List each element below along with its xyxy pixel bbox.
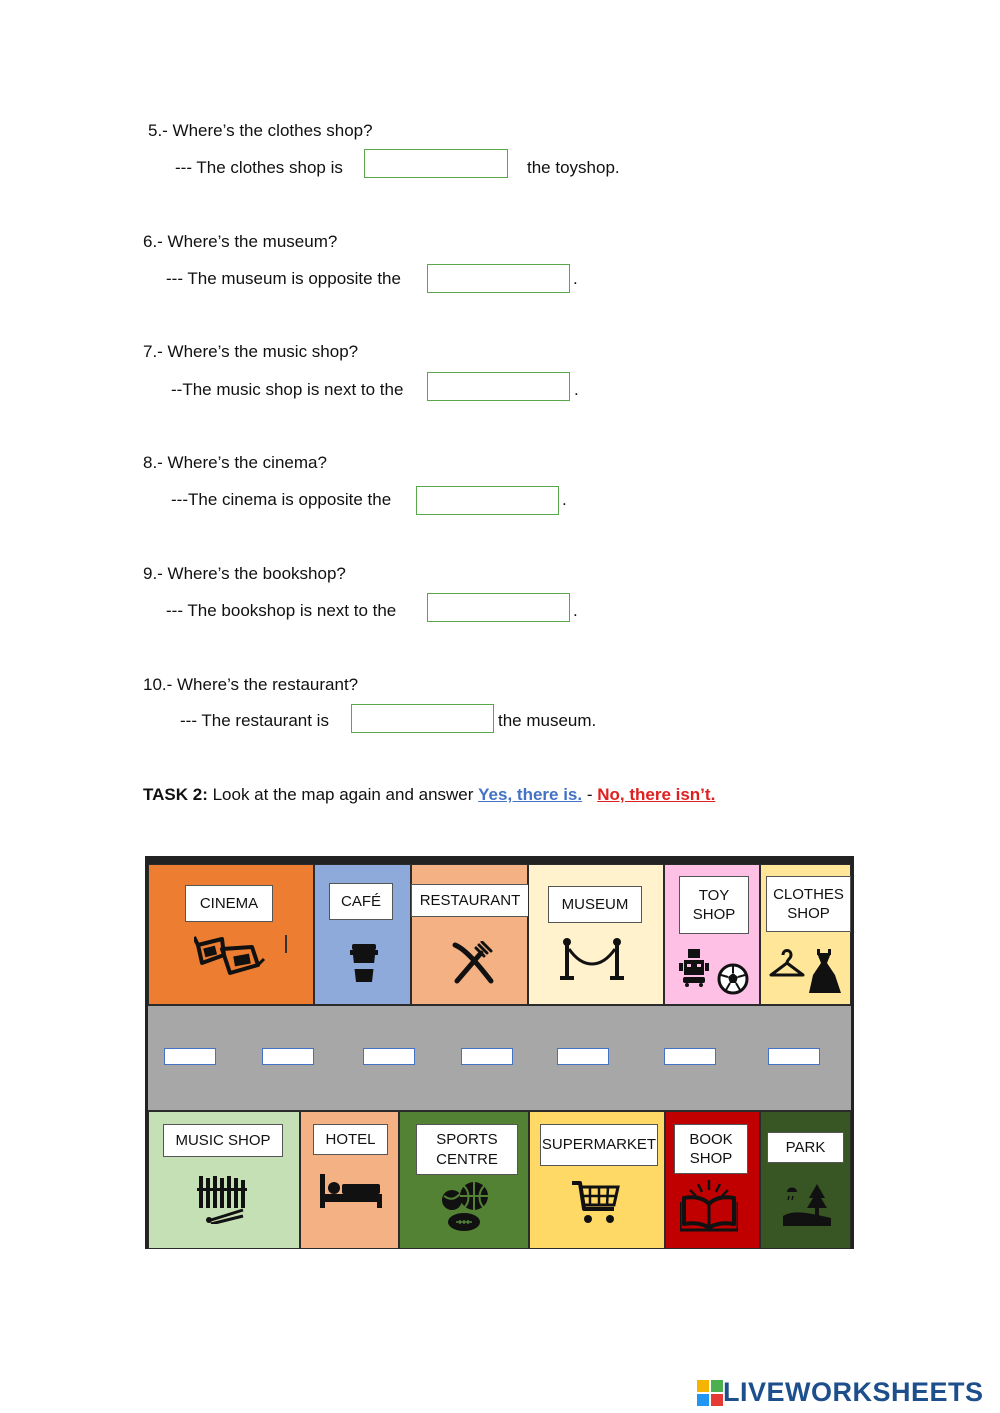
cafe-label: CAFÉ bbox=[329, 883, 393, 920]
task2-text: Look at the map again and answer bbox=[207, 785, 479, 804]
building-park bbox=[760, 1111, 851, 1249]
yes-answer-option[interactable]: Yes, there is. bbox=[478, 785, 583, 804]
building-book-shop bbox=[665, 1111, 760, 1249]
coffee-cup-icon bbox=[350, 943, 378, 983]
question-7-text: 7.- Where’s the music shop? bbox=[143, 342, 359, 361]
museum-label: MUSEUM bbox=[548, 886, 642, 923]
answer-10-input[interactable] bbox=[351, 704, 494, 733]
question-9-text: 9.- Where’s the bookshop? bbox=[143, 564, 346, 583]
hotel-label: HOTEL bbox=[313, 1124, 388, 1155]
road-answer-box-2[interactable] bbox=[262, 1048, 314, 1065]
building-toy-shop bbox=[664, 864, 760, 1005]
road-answer-box-1[interactable] bbox=[164, 1048, 216, 1065]
building-cinema bbox=[148, 864, 314, 1005]
answer-5-suffix: the toyshop. bbox=[527, 158, 620, 177]
sports-centre-label: SPORTS CENTRE bbox=[416, 1124, 518, 1175]
answer-9-input[interactable] bbox=[427, 593, 570, 622]
road bbox=[148, 1005, 851, 1111]
park-tree-icon bbox=[783, 1182, 831, 1226]
answer-8-input[interactable] bbox=[416, 486, 559, 515]
road-answer-box-7[interactable] bbox=[768, 1048, 820, 1065]
answer-5-prefix: --- The clothes shop is bbox=[175, 158, 343, 177]
building-cafe bbox=[314, 864, 411, 1005]
rope-barrier-icon bbox=[559, 937, 627, 981]
answer-8-suffix: . bbox=[562, 490, 567, 509]
road-answer-box-6[interactable] bbox=[664, 1048, 716, 1065]
bed-icon bbox=[320, 1174, 382, 1208]
task2-label: TASK 2: bbox=[143, 785, 208, 804]
answer-6-suffix: . bbox=[573, 269, 578, 288]
building-restaurant bbox=[411, 864, 528, 1005]
road-answer-box-5[interactable] bbox=[557, 1048, 609, 1065]
hanger-dress-icon bbox=[769, 947, 843, 995]
answer-7-suffix: . bbox=[574, 380, 579, 399]
answer-9-suffix: . bbox=[573, 601, 578, 620]
answer-7-input[interactable] bbox=[427, 372, 570, 401]
cinema-label: CINEMA bbox=[185, 885, 273, 922]
sports-balls-icon bbox=[440, 1180, 490, 1232]
liveworksheets-logo-icon bbox=[697, 1380, 723, 1406]
building-music-shop bbox=[148, 1111, 300, 1249]
building-clothes-shop bbox=[760, 864, 851, 1005]
answer-10-prefix: --- The restaurant is bbox=[180, 711, 329, 730]
answer-9-prefix: --- The bookshop is next to the bbox=[166, 601, 397, 620]
building-supermarket bbox=[529, 1111, 665, 1249]
task2-instruction bbox=[143, 785, 715, 805]
supermarket-label: SUPERMARKET bbox=[540, 1124, 658, 1166]
building-hotel bbox=[300, 1111, 399, 1249]
liveworksheets-logo bbox=[697, 1377, 984, 1408]
3d-glasses-icon bbox=[194, 935, 266, 981]
liveworksheets-logo-text: LIVEWORKSHEETS bbox=[723, 1377, 984, 1407]
music-shop-label: MUSIC SHOP bbox=[163, 1124, 283, 1157]
clothes-shop-label: CLOTHES SHOP bbox=[766, 876, 851, 932]
question-8-text: 8.- Where’s the cinema? bbox=[143, 453, 327, 472]
answer-5-input[interactable] bbox=[364, 149, 508, 178]
answer-10-suffix: the museum. bbox=[498, 711, 597, 730]
xylophone-icon bbox=[197, 1174, 247, 1224]
answer-6-input[interactable] bbox=[427, 264, 570, 293]
question-6-text: 6.- Where’s the museum? bbox=[143, 232, 338, 251]
toy-shop-label: TOY SHOP bbox=[679, 876, 749, 934]
shopping-cart-icon bbox=[572, 1179, 620, 1227]
restaurant-label: RESTAURANT bbox=[411, 884, 529, 917]
task2-separator: - bbox=[582, 785, 598, 804]
open-book-icon bbox=[680, 1178, 738, 1232]
question-10-text: 10.- Where’s the restaurant? bbox=[143, 675, 359, 694]
building-sports-centre bbox=[399, 1111, 529, 1249]
answer-6-prefix: --- The museum is opposite the bbox=[166, 269, 401, 288]
question-5-text: 5.- Where’s the clothes shop? bbox=[148, 121, 373, 140]
road-answer-box-3[interactable] bbox=[363, 1048, 415, 1065]
book-shop-label: BOOK SHOP bbox=[674, 1124, 748, 1174]
fork-knife-icon bbox=[451, 941, 495, 985]
road-answer-box-4[interactable] bbox=[461, 1048, 513, 1065]
park-label: PARK bbox=[767, 1132, 844, 1163]
answer-8-prefix: ---The cinema is opposite the bbox=[171, 490, 392, 509]
no-answer-option[interactable]: No, there isn’t. bbox=[597, 785, 716, 804]
robot-icon bbox=[679, 949, 709, 987]
soccer-ball-icon bbox=[717, 963, 749, 995]
cinema-mark bbox=[285, 935, 287, 953]
building-museum bbox=[528, 864, 664, 1005]
town-map bbox=[145, 856, 854, 1249]
answer-7-prefix: --The music shop is next to the bbox=[171, 380, 404, 399]
